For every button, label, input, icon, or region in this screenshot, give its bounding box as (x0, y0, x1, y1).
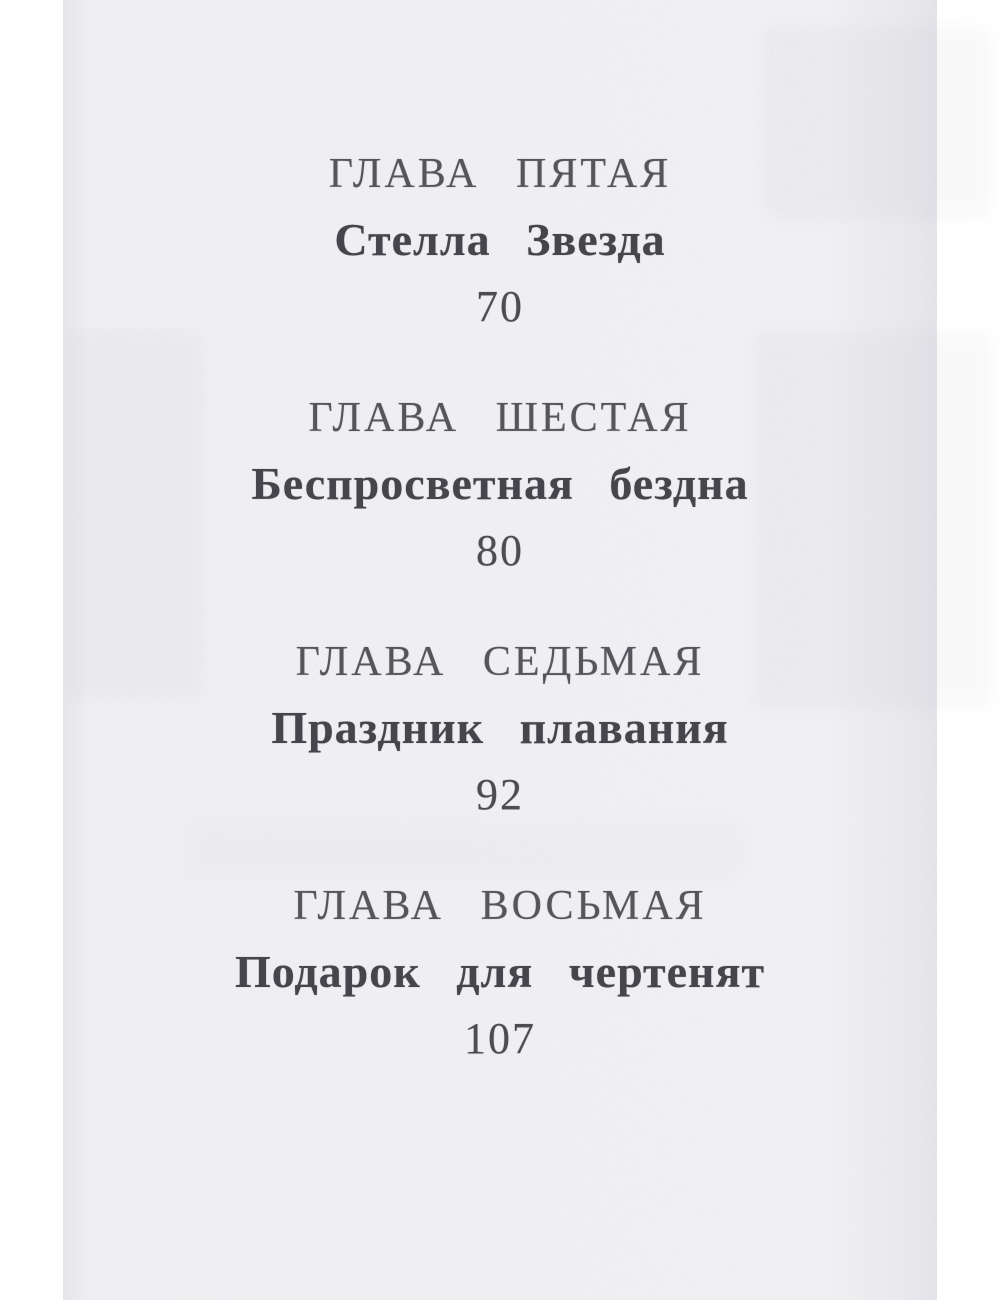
chapter-title: Стелла Звезда (334, 214, 666, 265)
chapter-title: Беспросветная бездна (251, 458, 749, 509)
chapter-heading: ГЛАВА ВОСЬМАЯ (293, 883, 707, 929)
chapter-page-number: 80 (476, 526, 524, 575)
chapter-title: Праздник плавания (271, 702, 729, 753)
paper-scan-area (63, 0, 937, 1300)
toc-entry (63, 874, 937, 1072)
chapter-heading: ГЛАВА СЕДЬМАЯ (295, 639, 705, 685)
chapter-heading: ГЛАВА ШЕСТАЯ (308, 395, 692, 441)
toc-entry (63, 142, 937, 340)
chapter-page-number: 107 (464, 1014, 536, 1063)
chapter-title: Подарок для чертенят (234, 946, 766, 997)
table-of-contents (63, 0, 937, 1072)
toc-entry (63, 386, 937, 584)
chapter-heading: ГЛАВА ПЯТАЯ (328, 151, 672, 197)
toc-entry (63, 630, 937, 828)
chapter-page-number: 70 (476, 282, 524, 331)
chapter-page-number: 92 (476, 770, 524, 819)
